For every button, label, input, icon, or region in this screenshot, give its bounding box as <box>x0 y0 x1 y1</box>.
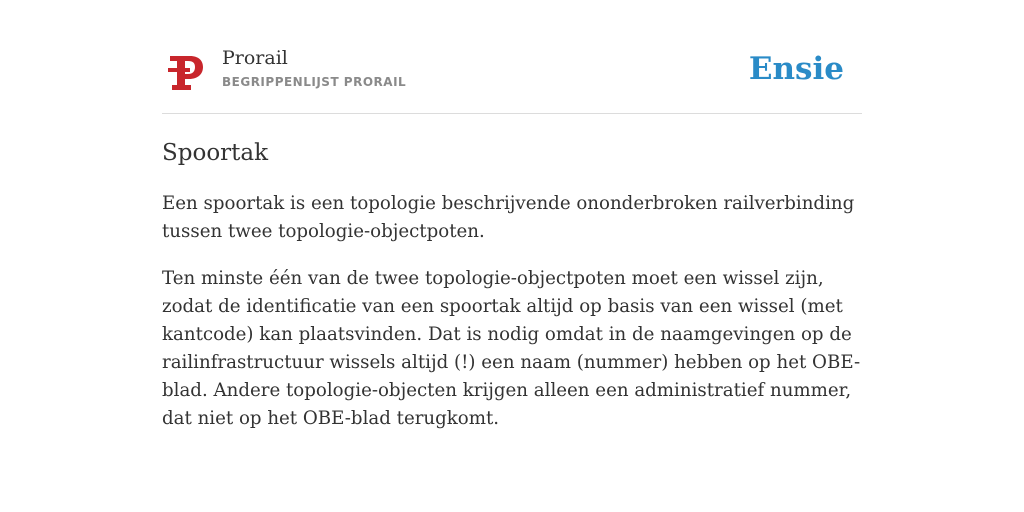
prorail-logo-icon[interactable] <box>168 52 204 92</box>
header <box>162 40 862 114</box>
term-title: Spoortak <box>162 140 269 166</box>
glossary-subtitle[interactable]: BEGRIPPENLIJST PRORAIL <box>222 75 407 89</box>
definition-paragraph: Ten minste één van de twee topologie-objectpoten moet een wissel zijn, zodat de identificatie van een spoortak altijd op basis van een wissel (met kantcode) kan plaatsvinden. Dat is nodig omdat in de naamgevingen op de railinfrastructuur wissels altijd (!) een naam (nummer) hebben op het OBE-blad. Andere topologie-objecten krijgen alleen een administratief nummer, dat niet op het OBE-blad terugkomt. <box>162 268 861 429</box>
ensie-brand-logo[interactable]: Ensie <box>748 51 844 87</box>
term-definition <box>162 190 870 452</box>
org-name[interactable]: Prorail <box>222 47 288 69</box>
definition-paragraph: Een spoortak is een topologie beschrijvende ononderbroken railverbinding tussen twee topologie-objectpoten. <box>162 193 855 242</box>
